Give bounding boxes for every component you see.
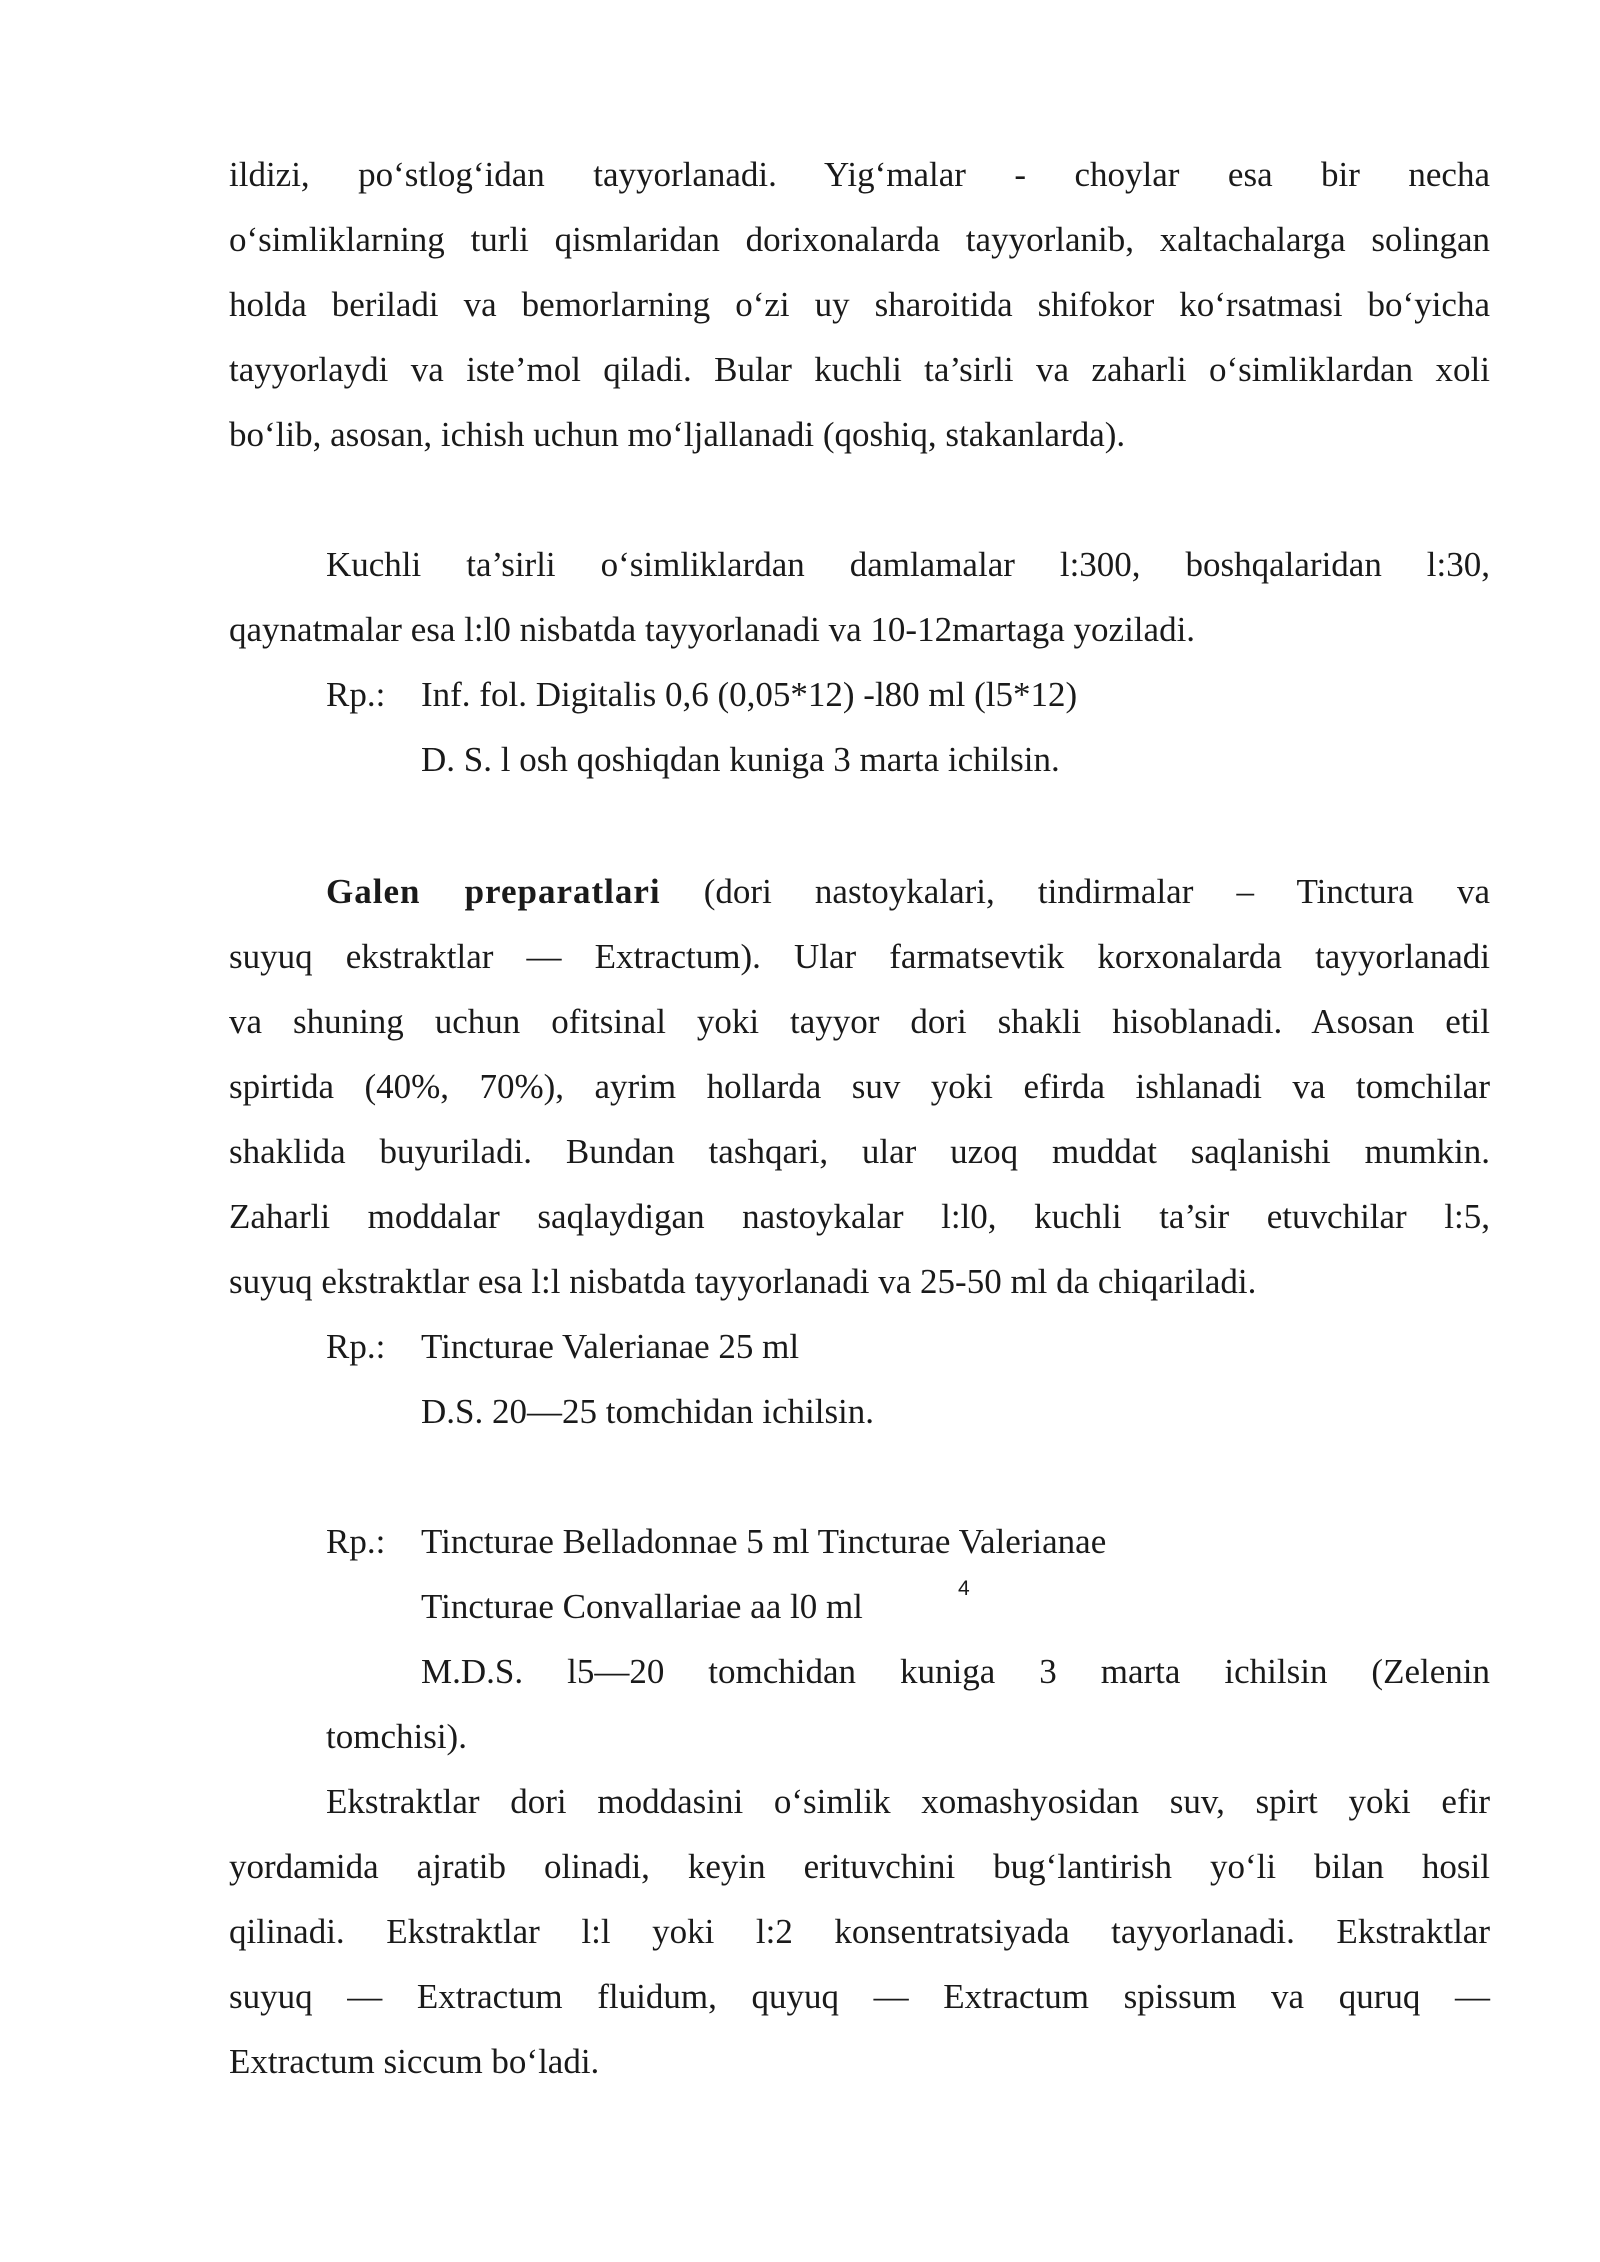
- paragraph-1-line-4: tayyorlaydi va iste’mol qiladi. Bular kuchli ta’sirli va zaharli o‘simliklardan xoli: [229, 350, 1490, 389]
- paragraph-3-line-4: spirtida (40%, 70%), ayrim hollarda suv yoki efirda ishlanadi va tomchilar: [229, 1067, 1490, 1106]
- recipe-2-line-1: Tincturae Valerianae 25 ml: [421, 1327, 800, 1366]
- paragraph-3-line-3: va shuning uchun ofitsinal yoki tayyor dori shakli hisoblanadi. Asosan etil: [229, 1002, 1490, 1041]
- recipe-3-line-2: Tincturae Convallariae aa l0 ml: [421, 1587, 863, 1626]
- recipe-3-line-1: Tincturae Belladonnae 5 ml Tincturae Valerianae: [421, 1522, 1107, 1561]
- paragraph-4-line-4: suyuq — Extractum fluidum, quyuq — Extractum spissum va quruq —: [229, 1977, 1490, 2016]
- paragraph-4-line-5: Extractum siccum bo‘ladi.: [229, 2042, 600, 2081]
- recipe-1-prefix: Rp.:: [326, 675, 386, 714]
- recipe-2-prefix: Rp.:: [326, 1327, 386, 1366]
- paragraph-1-line-3: holda beriladi va bemorlarning o‘zi uy sharoitida shifokor ko‘rsatmasi bo‘yicha: [229, 285, 1490, 324]
- paragraph-3-line-6: Zaharli moddalar saqlaydigan nastoykalar l:l0, kuchli ta’sir etuvchilar l:5,: [229, 1197, 1490, 1236]
- paragraph-4-line-1: Ekstraktlar dori moddasini o‘simlik xomashyosidan suv, spirt yoki efir: [326, 1782, 1490, 1821]
- recipe-2-line-2: D.S. 20—25 tomchidan ichilsin.: [421, 1392, 875, 1431]
- paragraph-3-line-5: shaklida buyuriladi. Bundan tashqari, ular uzoq muddat saqlanishi mumkin.: [229, 1132, 1490, 1171]
- paragraph-1-line-5: bo‘lib, asosan, ichish uchun mo‘ljallanadi (qoshiq, stakanlarda).: [229, 415, 1126, 454]
- recipe-1-line-2: D. S. l osh qoshiqdan kuniga 3 marta ichilsin.: [421, 740, 1060, 779]
- paragraph-3-line-2: suyuq ekstraktlar — Extractum). Ular farmatsevtik korxonalarda tayyorlanadi: [229, 937, 1490, 976]
- paragraph-4-line-2: yordamida ajratib olinadi, keyin erituvchini bug‘lantirish yo‘li bilan hosil: [229, 1847, 1490, 1886]
- paragraph-4-line-3: qilinadi. Ekstraktlar l:l yoki l:2 konsentratsiyada tayyorlanadi. Ekstraktlar: [229, 1912, 1490, 1951]
- paragraph-1-line-1: ildizi, po‘stlog‘idan tayyorlanadi. Yig‘malar - choylar esa bir necha: [229, 155, 1490, 194]
- paragraph-2-line-1: Kuchli ta’sirli o‘simliklardan damlamalar l:300, boshqalaridan l:30,: [326, 545, 1490, 584]
- footnote-marker: 4: [958, 1577, 970, 1600]
- recipe-3-line-3: M.D.S. l5—20 tomchidan kuniga 3 marta ichilsin (Zelenin: [421, 1652, 1490, 1691]
- recipe-3-line-4: tomchisi).: [326, 1717, 467, 1756]
- paragraph-3-line-1-rest: (dori nastoykalari, tindirmalar – Tinctura va: [660, 872, 1490, 911]
- paragraph-2-line-2: qaynatmalar esa l:l0 nisbatda tayyorlanadi va 10-12martaga yoziladi.: [229, 610, 1196, 649]
- paragraph-3-line-1: [326, 872, 1490, 912]
- recipe-1-line-1: Inf. fol. Digitalis 0,6 (0,05*12) -l80 ml (l5*12): [421, 675, 1078, 714]
- paragraph-3-line-7: suyuq ekstraktlar esa l:l nisbatda tayyorlanadi va 25-50 ml da chiqariladi.: [229, 1262, 1257, 1301]
- recipe-3-prefix: Rp.:: [326, 1522, 386, 1561]
- section-heading-galen: Galen preparatlari: [326, 872, 661, 911]
- paragraph-1-line-2: o‘simliklarning turli qismlaridan dorixonalarda tayyorlanib, xaltachalarga solingan: [229, 220, 1490, 259]
